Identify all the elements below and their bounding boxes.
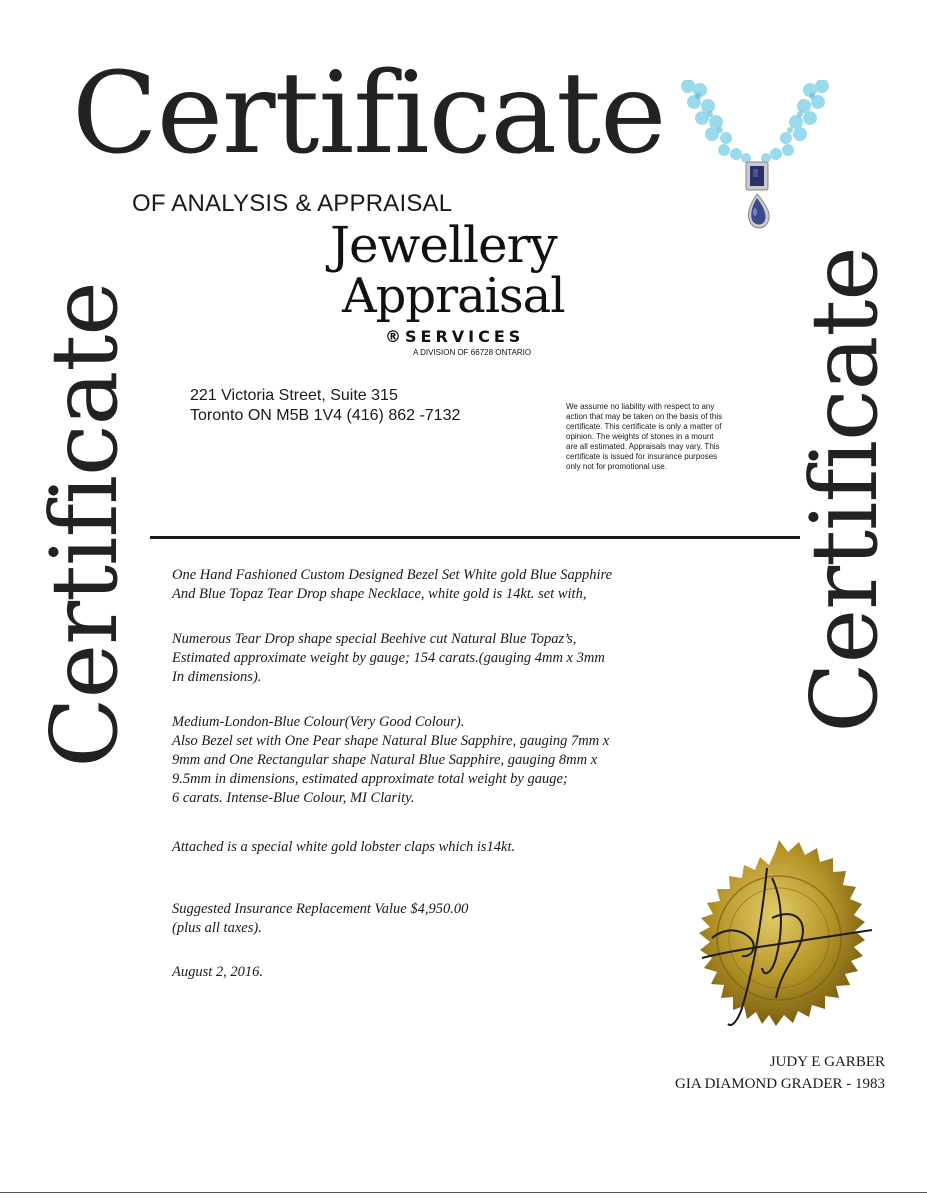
description-line: One Hand Fashioned Custom Designed Bezel Set White gold Blue Sapphire — [172, 567, 613, 583]
disclaimer-line: We assume no liability with respect to any — [566, 402, 715, 411]
signatory-block — [630, 1051, 885, 1095]
side-certificate-right — [790, 225, 900, 755]
address-line-2: Toronto ON M5B 1V4 (416) 862 -7132 — [190, 407, 461, 424]
logo-jewellery: Jewellery — [330, 216, 557, 274]
disclaimer-line: only not for promotional use. — [566, 462, 667, 471]
liability-disclaimer — [566, 402, 766, 472]
header-divider — [150, 536, 800, 539]
description-line: In dimensions). — [172, 669, 262, 685]
description-line: Medium-London-Blue Colour(Very Good Colour). — [172, 714, 465, 730]
description-line: 9mm and One Rectangular shape Natural Blue Sapphire, gauging 8mm x — [172, 752, 598, 768]
address-line-1: 221 Victoria Street, Suite 315 — [190, 387, 398, 404]
disclaimer-line: certificate is issued for insurance purposes — [566, 452, 718, 461]
description-line: Also Bezel set with One Pear shape Natural Blue Sapphire, gauging 7mm x — [172, 733, 610, 749]
certificate-subtitle: OF ANALYSIS & APPRAISAL — [132, 190, 453, 217]
necklace-photo — [680, 80, 830, 240]
signatory-name: JUDY E GARBER — [769, 1054, 885, 1070]
description-line: Numerous Tear Drop shape special Beehive cut Natural Blue Topaz’s, — [172, 631, 577, 647]
description-line: 6 carats. Intense-Blue Colour, MI Clarity. — [172, 790, 415, 806]
value-taxes-line: (plus all taxes). — [172, 920, 262, 936]
description-para-3 — [172, 713, 772, 808]
gold-seal — [672, 838, 882, 1048]
disclaimer-line: opinion. The weights of stones in a mount — [566, 432, 714, 441]
logo-services: ®SERVICES — [385, 327, 525, 346]
description-line: And Blue Topaz Tear Drop shape Necklace, white gold is 14kt. set with, — [172, 586, 587, 602]
signatory-credential: GIA DIAMOND GRADER - 1983 — [675, 1076, 885, 1092]
description-para-2 — [172, 630, 772, 687]
side-word-right: Certificate — [791, 247, 898, 733]
logo-appraisal: Appraisal — [342, 268, 565, 324]
certificate-title: Certificate — [72, 49, 666, 179]
disclaimer-line: are all estimated. Appraisals may vary. This — [566, 442, 720, 451]
address-block — [190, 386, 460, 426]
side-certificate-left — [30, 265, 140, 785]
description-para-1 — [172, 566, 772, 604]
disclaimer-line: certificate. This certificate is only a matter of — [566, 422, 722, 431]
description-line: Attached is a special white gold lobster claps which is14kt. — [172, 839, 516, 855]
seal-burst — [699, 840, 865, 1026]
side-word-left: Certificate — [31, 282, 138, 768]
date-line: August 2, 2016. — [172, 964, 264, 980]
logo-division: A DIVISION OF 66728 ONTARIO — [413, 348, 532, 357]
description-line: 9.5mm in dimensions, estimated approximate total weight by gauge; — [172, 771, 568, 787]
description-line: Estimated approximate weight by gauge; 154 carats.(gauging 4mm x 3mm — [172, 650, 605, 666]
value-line: Suggested Insurance Replacement Value $4,950.00 — [172, 901, 469, 917]
page-bottom-rule — [0, 1192, 927, 1193]
disclaimer-line: action that may be taken on the basis of this — [566, 412, 723, 421]
